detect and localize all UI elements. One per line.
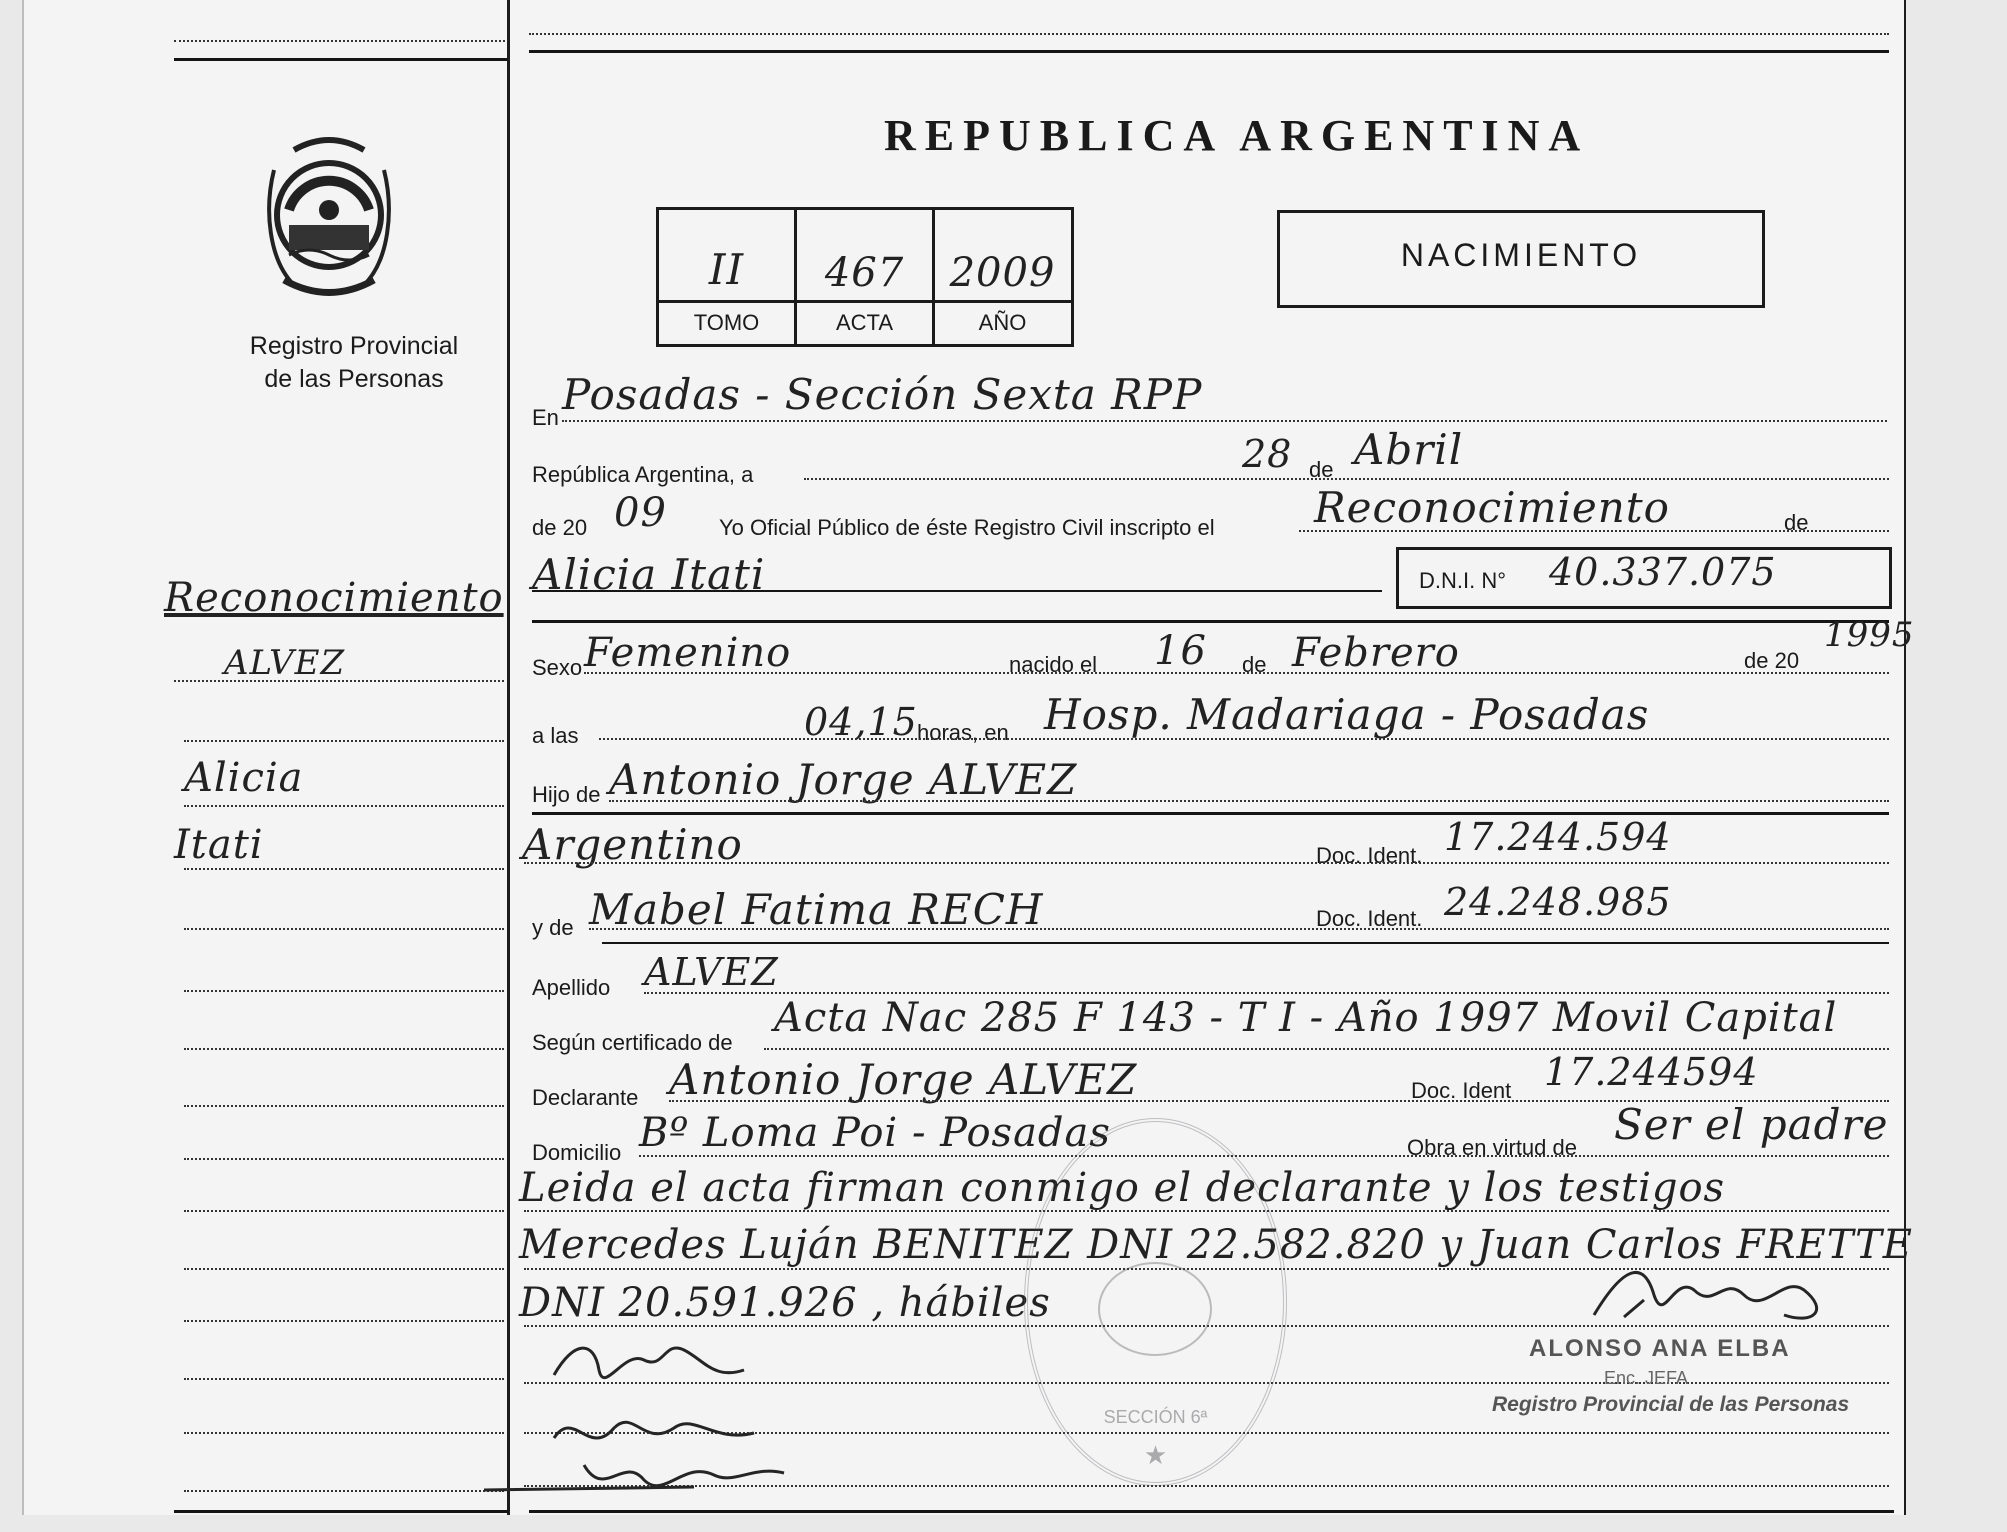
stamp-star-icon: ★ bbox=[1143, 1440, 1168, 1470]
acta-label: ACTA bbox=[835, 310, 894, 335]
certificate-type: NACIMIENTO bbox=[1400, 237, 1642, 273]
republica-label: República Argentina, a bbox=[532, 462, 754, 487]
left-line bbox=[184, 990, 504, 992]
declarante-label: Declarante bbox=[532, 1085, 639, 1110]
dni-value: 40.337.075 bbox=[1549, 550, 1777, 594]
form-line bbox=[584, 672, 1889, 674]
birth-year: 1995 bbox=[1824, 615, 1915, 655]
form-line bbox=[1299, 530, 1889, 532]
month-value: Abril bbox=[1354, 425, 1464, 474]
left-line bbox=[184, 1268, 504, 1270]
form-line bbox=[609, 800, 1889, 802]
top-rule-left bbox=[174, 58, 509, 61]
child-name: Alicia Itati bbox=[532, 550, 766, 599]
obra-value: Ser el padre bbox=[1614, 1100, 1889, 1149]
witness-signature-1 bbox=[544, 1330, 774, 1400]
birth-month: Febrero bbox=[1292, 630, 1460, 676]
domicilio-value: Bº Loma Poi - Posadas bbox=[639, 1110, 1111, 1156]
certificate-type-box bbox=[1277, 210, 1765, 308]
form-line bbox=[804, 478, 1889, 480]
top-dots-left bbox=[174, 40, 509, 42]
stamp-text: SECCIÓN 6ª bbox=[1103, 1407, 1208, 1427]
sexo-label: Sexo bbox=[532, 655, 583, 680]
form-rule bbox=[532, 620, 1889, 623]
de-20-label: de 20 bbox=[1744, 648, 1800, 673]
form-line bbox=[532, 590, 1382, 592]
y-de-label: y de bbox=[532, 915, 574, 940]
officer-role: Enc. JEFA bbox=[1604, 1368, 1689, 1388]
left-line bbox=[184, 1158, 504, 1160]
witness-signature-3 bbox=[464, 1445, 794, 1505]
left-line bbox=[184, 1320, 504, 1322]
hora-value: 04,15 bbox=[804, 700, 918, 744]
officer-office: Registro Provincial de las Personas bbox=[1492, 1393, 1850, 1416]
province-seal-icon bbox=[254, 130, 404, 305]
document-title: REPUBLICA ARGENTINA bbox=[884, 111, 1590, 160]
de-label: de bbox=[1784, 510, 1809, 535]
left-line bbox=[184, 1105, 504, 1107]
declarante-doc: 17.244594 bbox=[1544, 1050, 1759, 1094]
ano-label: AÑO bbox=[978, 310, 1027, 335]
form-rule bbox=[532, 812, 1889, 815]
official-stamp bbox=[1024, 1118, 1287, 1486]
form-line bbox=[524, 862, 1889, 864]
domicilio-label: Domicilio bbox=[532, 1140, 622, 1165]
ano-value: 2009 bbox=[949, 250, 1056, 296]
birth-day: 16 bbox=[1154, 628, 1207, 674]
form-line bbox=[639, 1155, 1889, 1157]
form-rule bbox=[602, 942, 1889, 944]
officer-name: ALONSO ANA ELBA bbox=[1529, 1335, 1791, 1362]
margin-surname: ALVEZ bbox=[224, 643, 346, 683]
obra-label: Obra en virtud de bbox=[1407, 1135, 1577, 1160]
form-line bbox=[562, 420, 1887, 422]
bottom-rule-left bbox=[174, 1510, 509, 1513]
sexo-value: Femenino bbox=[584, 630, 792, 676]
mother-name: Mabel Fatima RECH bbox=[589, 885, 1044, 934]
horas-en-label: horas, en bbox=[917, 720, 1009, 745]
tomo-label: TOMO bbox=[693, 310, 760, 335]
en-label: En bbox=[532, 405, 559, 430]
left-line bbox=[184, 928, 504, 930]
column-divider bbox=[507, 0, 510, 1515]
day-value: 28 bbox=[1242, 432, 1293, 476]
de-label: de bbox=[1242, 652, 1267, 677]
registry-name-line1: Registro Provincial bbox=[249, 332, 459, 360]
doc-ident-label: Doc. Ident bbox=[1411, 1078, 1512, 1103]
left-line bbox=[184, 1378, 504, 1380]
apellido-label: Apellido bbox=[532, 975, 611, 1000]
form-line bbox=[599, 738, 1889, 740]
dni-box bbox=[1396, 547, 1892, 609]
hijo-de-label: Hijo de bbox=[532, 782, 601, 807]
tomo-value: II bbox=[708, 245, 745, 294]
left-line bbox=[184, 1210, 504, 1212]
acta-value: 467 bbox=[824, 250, 905, 296]
de-label: de bbox=[1309, 457, 1334, 482]
tomo-acta-ano-table bbox=[656, 207, 1074, 347]
observaciones-line-1: Leida el acta firman conmigo el declarante y los testigos bbox=[519, 1165, 1726, 1211]
observaciones-line-2: Mercedes Luján BENITEZ DNI 22.582.820 y Juan Carlos FRETTE bbox=[519, 1222, 1913, 1268]
apellido-value: ALVEZ bbox=[644, 950, 779, 994]
doc-ident-label: Doc. Ident. bbox=[1316, 843, 1423, 868]
place-value: Posadas - Sección Sexta RPP bbox=[562, 370, 1203, 419]
birth-certificate-page bbox=[22, 0, 1915, 1515]
registry-name-line2: de las Personas bbox=[264, 365, 444, 393]
margin-given-name-1: Alicia bbox=[184, 755, 304, 801]
left-line bbox=[184, 1432, 504, 1434]
nacido-label: nacido el bbox=[1009, 652, 1098, 677]
form-line bbox=[589, 928, 1889, 930]
declarante-name: Antonio Jorge ALVEZ bbox=[669, 1055, 1138, 1104]
top-rule-right bbox=[529, 50, 1889, 53]
segun-certificado-label: Según certificado de bbox=[532, 1030, 733, 1055]
top-dots-right bbox=[529, 33, 1889, 35]
father-doc: 17.244.594 bbox=[1444, 815, 1672, 859]
doc-ident-label: Doc. Ident. bbox=[1316, 906, 1423, 931]
birth-place: Hosp. Madariaga - Posadas bbox=[1044, 690, 1650, 739]
left-line bbox=[184, 1490, 504, 1492]
stamp-seal-icon bbox=[1098, 1262, 1212, 1356]
left-line bbox=[174, 680, 504, 682]
left-line bbox=[184, 868, 504, 870]
father-nationality: Argentino bbox=[522, 820, 743, 869]
dni-label: D.N.I. N° bbox=[1419, 568, 1507, 593]
left-line bbox=[184, 805, 504, 807]
officer-signature bbox=[1584, 1255, 1844, 1335]
margin-given-name-2: Itati bbox=[174, 822, 264, 868]
mother-doc: 24.248.985 bbox=[1444, 880, 1672, 924]
left-line bbox=[184, 1048, 504, 1050]
de-20-label: de 20 bbox=[532, 515, 588, 540]
left-line bbox=[184, 740, 504, 742]
oficial-label: Yo Oficial Público de éste Registro Civil inscripto el bbox=[719, 515, 1215, 540]
certificado-value: Acta Nac 285 F 143 - T I - Año 1997 Movil Capital bbox=[774, 995, 1838, 1041]
inscripto-value: Reconocimiento bbox=[1314, 483, 1670, 532]
father-name: Antonio Jorge ALVEZ bbox=[609, 755, 1078, 804]
a-las-label: a las bbox=[532, 723, 579, 748]
bottom-rule-right bbox=[529, 1510, 1894, 1513]
observaciones-line-3: DNI 20.591.926 , hábiles bbox=[519, 1280, 1051, 1326]
page-right-border bbox=[1904, 0, 1906, 1515]
margin-note: Reconocimiento bbox=[164, 575, 504, 621]
year-value: 09 bbox=[614, 490, 667, 536]
form-line bbox=[644, 992, 1889, 994]
